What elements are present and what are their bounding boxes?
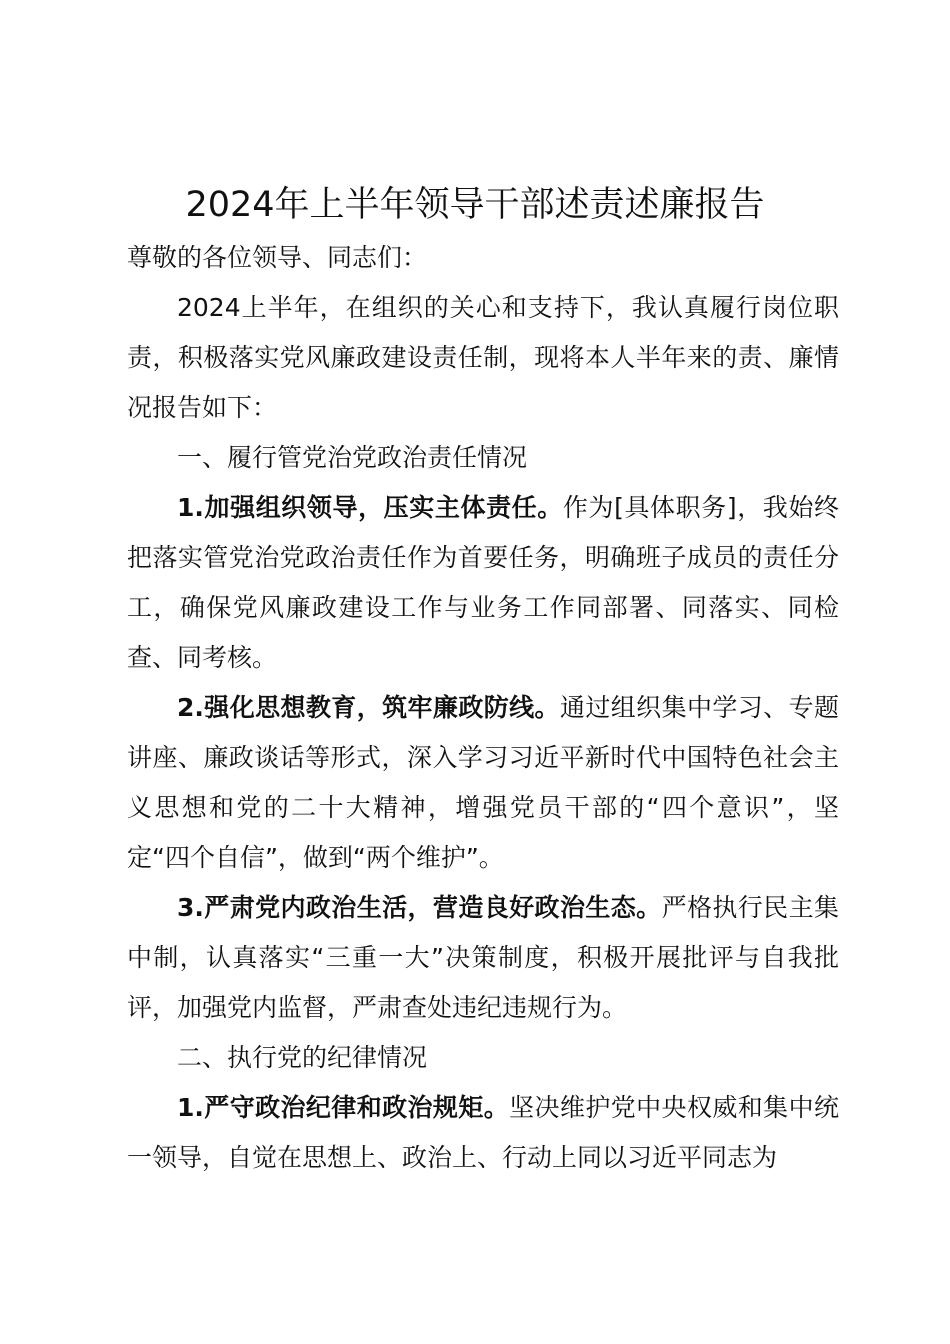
salutation: 尊敬的各位领导、同志们： xyxy=(127,243,428,272)
paragraph-lead: 1.严守政治纪律和政治规矩。 xyxy=(177,1093,510,1122)
paragraph-lead: 1.加强组织领导，压实主体责任。 xyxy=(177,493,563,522)
paragraph-1-1 xyxy=(127,483,839,683)
paragraph-lead: 2.强化思想教育，筑牢廉政防线。 xyxy=(177,693,560,722)
paragraph-text: 通过组织集中学习、专题讲座、廉政谈话等形式，深入学习习近平新时代中国特色社会主义思想和党的二十大精神，增强党员干部的“四个意识”，坚定“四个自信”，做到“两个维护”。 xyxy=(127,693,839,872)
document-title: 2024年上半年领导干部述责述廉报告 xyxy=(185,185,765,225)
paragraph-text: 坚决维护党中央权威和集中统一领导，自觉在思想上、政治上、行动上同以习近平同志为 xyxy=(127,1093,839,1172)
paragraph-text: 严格执行民主集中制，认真落实“三重一大”决策制度，积极开展批评与自我批评，加强党内监督，严肃查处违纪违规行为。 xyxy=(127,893,839,1022)
section-heading-2: 二、执行党的纪律情况 xyxy=(177,1043,428,1072)
paragraph-1-2 xyxy=(127,683,839,883)
section-heading-1: 一、履行管党治党政治责任情况 xyxy=(177,443,528,472)
document-body xyxy=(127,233,839,1183)
paragraph-2-1 xyxy=(127,1083,839,1183)
intro-paragraph: 2024上半年，在组织的关心和支持下，我认真履行岗位职责，积极落实党风廉政建设责任制，现将本人半年来的责、廉情况报告如下： xyxy=(127,293,839,422)
paragraph-lead: 3.严肃党内政治生活，营造良好政治生态。 xyxy=(177,893,662,922)
paragraph-text: 作为[具体职务]，我始终把落实管党治党政治责任作为首要任务，明确班子成员的责任分工，确保党风廉政建设工作与业务工作同部署、同落实、同检查、同考核。 xyxy=(127,493,839,672)
paragraph-1-3 xyxy=(127,883,839,1033)
